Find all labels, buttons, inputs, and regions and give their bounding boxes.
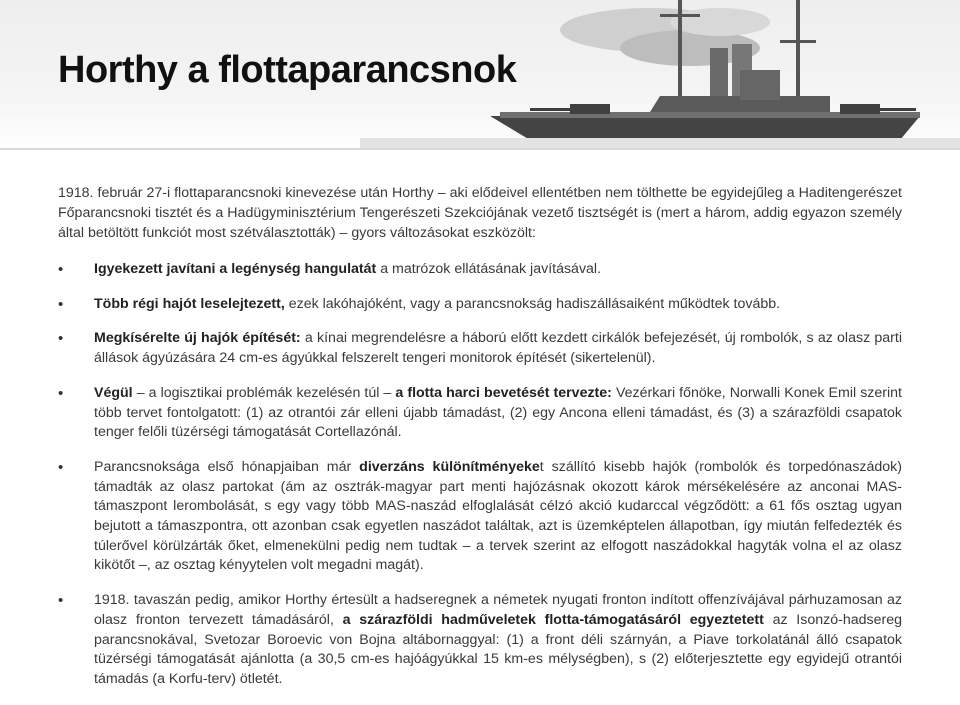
bullet-icon: •	[58, 592, 64, 610]
bold-text: Több régi hajót leselejtezett,	[94, 295, 285, 312]
bold-text: a szárazföldi hadműveletek flotta-támogatásáról egyeztetett	[342, 611, 764, 628]
item-text: – a logisztikai problémák kezelésén túl –	[132, 384, 396, 401]
bullet-icon: •	[58, 458, 64, 476]
item-text: az Isonzó-hadsereg parancsnokával, Svetozar Boroevic von Bojna altábornaggyal: (1) a front déli szárnyán, a Piave torkolatánál álló csapatok tüzérségi támogatását ajánlotta (a 30,5 cm-es hajóágyúkkal 15 km-es mélységben), s (2) előterjesztette egy egyidejű otrantói támadás (a Korfu-terv) ötletét.	[94, 611, 902, 687]
list-item	[58, 591, 902, 690]
list-item	[58, 329, 902, 368]
item-text: Parancsnoksága első hónapjaiban már	[94, 458, 360, 475]
bold-text: Végül	[94, 384, 133, 401]
item-text: 1918. tavaszán pedig, amikor Horthy értesült a hadseregnek a németek nyugati fronton indított offenzívájával párhuzamosan az olasz fronton tervezett támadásáról,	[94, 592, 902, 628]
header-banner	[0, 0, 960, 150]
bullet-icon: •	[58, 295, 64, 313]
bold-text: Igyekezett javítani a legénység hangulatát	[94, 261, 377, 277]
bold-text: diverzáns különítményeke	[359, 458, 540, 475]
bullet-icon: •	[58, 330, 64, 348]
bullet-list	[58, 260, 902, 690]
item-text: a kínai megrendelésre a háború előtt kezdett cirkálók befejezését, új rombolók, s az olasz parti állások ágyúzására 24 cm-es ágyúkkal felszerelt tengeri monitorok építését (sikertelenül).	[94, 330, 902, 367]
content-body	[58, 183, 902, 705]
bullet-icon: •	[58, 384, 64, 402]
item-text: t szállító kisebb hajók (rombolók és torpedónaszádok) támadták az olasz partokat (ám az osztrák-magyar part menti hajózásnak okozott károk mérsékelésére az anconai MAS-támaszpont lerombolását, s egy vagy több MAS-naszád elfoglalását célzó akció kudarccal végződött: a 61 fős osztag ugyan bejutott a támaszpontra, ott azonban csak egyetlen naszádot találtak, azt is üzemképtelen állapotban, így miután felfedezték és túlerővel körülzárták őket, elmenekülni pedig nem tudtak – a tervek szerint az elfogott naszádokkal hagyták volna el az olasz kikötőt –, az osztag kényytelen volt megadni magát).	[94, 458, 902, 574]
item-text: a matrózok ellátásának javításával.	[376, 261, 602, 277]
list-item	[58, 384, 902, 443]
item-text: Vezérkari főnöke, Norwalli Konek Emil szerint több tervet fontolgatott: (1) az otrantói zár elleni újabb támadást, (2) egy Ancona elleni támadást, és (3) a szárazföldi csapatok tenger felőli tüzérségi támogatását Cortellazónál.	[94, 384, 902, 441]
list-item	[58, 295, 902, 315]
bold-text: Megkísérelte új hajók építését:	[94, 330, 301, 347]
bold-text: a flotta harci bevetését tervezte:	[395, 384, 612, 401]
header-divider	[0, 148, 960, 150]
bullet-icon: •	[58, 261, 64, 278]
page-title: Horthy a flottaparancsnok	[58, 49, 517, 91]
intro-paragraph: 1918. február 27-i flottaparancsnoki kinevezése után Horthy – aki elődeivel ellentétben nem tölthette be egyidejűleg a Haditengerészet Főparancsnoki tisztét és a Hadügyminisztérium Tengerészeti Szekciójának vezető tisztségét is (mert a három, addig egyazon személy által betöltött funkciót most szétválasztották) – gyors változásokat eszközölt:	[58, 185, 902, 241]
list-item	[58, 260, 902, 280]
item-text: ezek lakóhajóként, vagy a parancsnokság hadiszállásaiként működtek tovább.	[284, 295, 781, 312]
list-item	[58, 458, 902, 576]
